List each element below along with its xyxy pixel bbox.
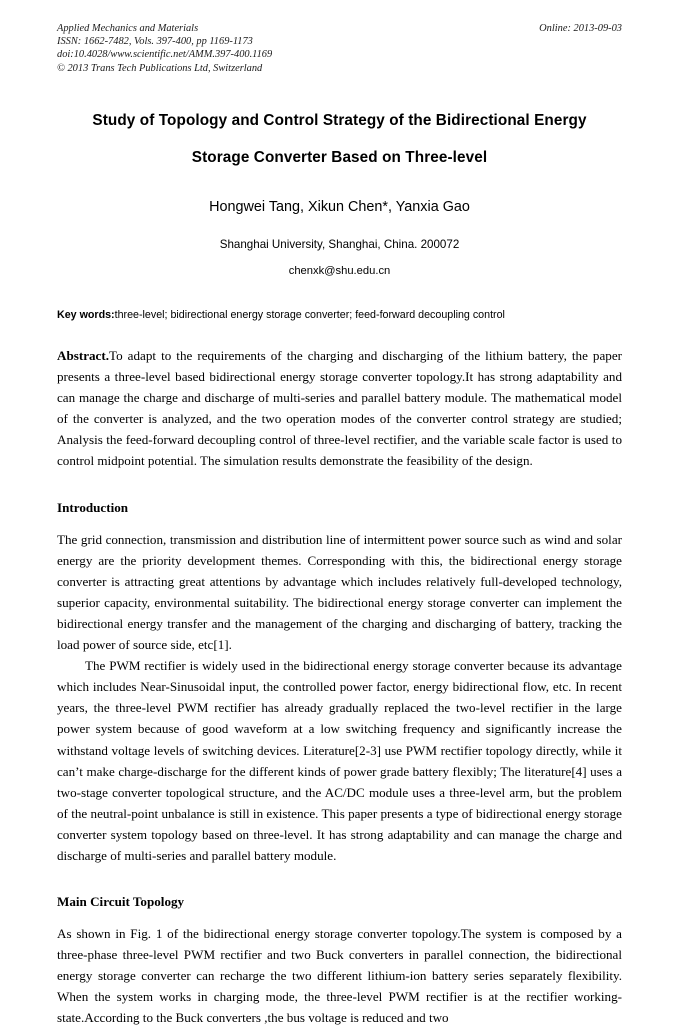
journal-doi: doi:10.4028/www.scientific.net/AMM.397-400.1169 xyxy=(57,49,273,61)
section-heading-main-circuit-topology: Main Circuit Topology xyxy=(57,894,185,910)
contact-email: chenxk@shu.edu.cn xyxy=(288,265,391,277)
journal-header xyxy=(57,22,622,80)
affiliation: Shanghai University, Shanghai, China. 200072 xyxy=(219,238,460,251)
keywords-value: three-level; bidirectional energy storage converter; feed-forward decoupling control xyxy=(114,309,505,321)
journal-name: Applied Mechanics and Materials xyxy=(57,23,199,34)
online-date: Online: 2013-09-03 xyxy=(539,23,622,34)
author-list: Hongwei Tang, Xikun Chen*, Yanxia Gao xyxy=(209,199,470,215)
keywords-label: Key words: xyxy=(57,309,115,321)
introduction-paragraph-1: The grid connection, transmission and distribution line of intermittent power source such as wind and solar energy are the priority development themes. Corresponding with this, the bidirectional energy storage converter is attracting great attentions by advantage which includes relatively full-developed technology, superior capacity, environmental suitability. The bidirectional energy storage converter can implement the bidirectional energy transfer and the management of the charging and discharging of battery, tracking the load power of source side, etc[1]. xyxy=(57,531,622,653)
introduction-paragraph-2: The PWM rectifier is widely used in the bidirectional energy storage converter because its advantage which includes Near-Sinusoidal input, the controlled power factor, energy bidirectional flow, etc. In recent years, the three-level PWM rectifier has already gradually replaced the two-level rectifier in the large power system because of good waveform at a low switching frequency and significantly increase the withstand voltage levels of switching devices. Literature[2-3] use PWM rectifier topology directly, while it can’t make charge-discharge for the different kinds of power grade battery flexibly; The literature[4] uses a two-stage converter topological structure, and the AC/DC module uses a three-level arm, but the problem of the neutral-point unbalance is still in existence. This paper presents a type of bidirectional energy storage converter system topology based on three-level. It has strong adaptability and can manage the charge and discharge of multi-series and parallel battery module. xyxy=(57,658,622,863)
journal-issn: ISSN: 1662-7482, Vols. 397-400, pp 1169-1173 xyxy=(57,36,253,48)
abstract-label: Abstract. xyxy=(57,348,109,363)
section-heading-introduction: Introduction xyxy=(57,499,129,515)
main-circuit-topology-paragraph-1: As shown in Fig. 1 of the bidirectional energy storage converter topology.The system is composed by a three-phase three-level PWM rectifier and two Buck converters in parallel connection, the bidirectional energy storage converter can recharge the two different lithium-ion battery series separately flexibility. When the system works in charging mode, the three-level PWM rectifier is at the rectifier working-state.According to the Buck converters ,the bus voltage is reduced and two xyxy=(57,926,622,1026)
abstract-text: To adapt to the requirements of the charging and discharging of the lithium battery, the paper presents a three-level based bidirectional energy storage converter topology.It has strong adaptability and can manage the charge and discharge of multi-series and parallel battery module. The mathematical model of the converter is analyzed, and the two operation modes of the converter control strategy are studied; Analysis the feed-forward decoupling control of three-level rectifier, and the variable scale factor is used to control midpoint potential. The simulation results demonstrate the feasibility of the design. xyxy=(57,348,622,469)
abstract xyxy=(57,345,622,472)
keywords xyxy=(57,308,622,323)
page-title xyxy=(57,102,622,176)
journal-copyright: © 2013 Trans Tech Publications Ltd, Switzerland xyxy=(57,62,263,74)
title-line-1: Study of Topology and Control Strategy of the Bidirectional Energy xyxy=(92,112,587,129)
title-line-2: Storage Converter Based on Three-level xyxy=(191,149,488,166)
